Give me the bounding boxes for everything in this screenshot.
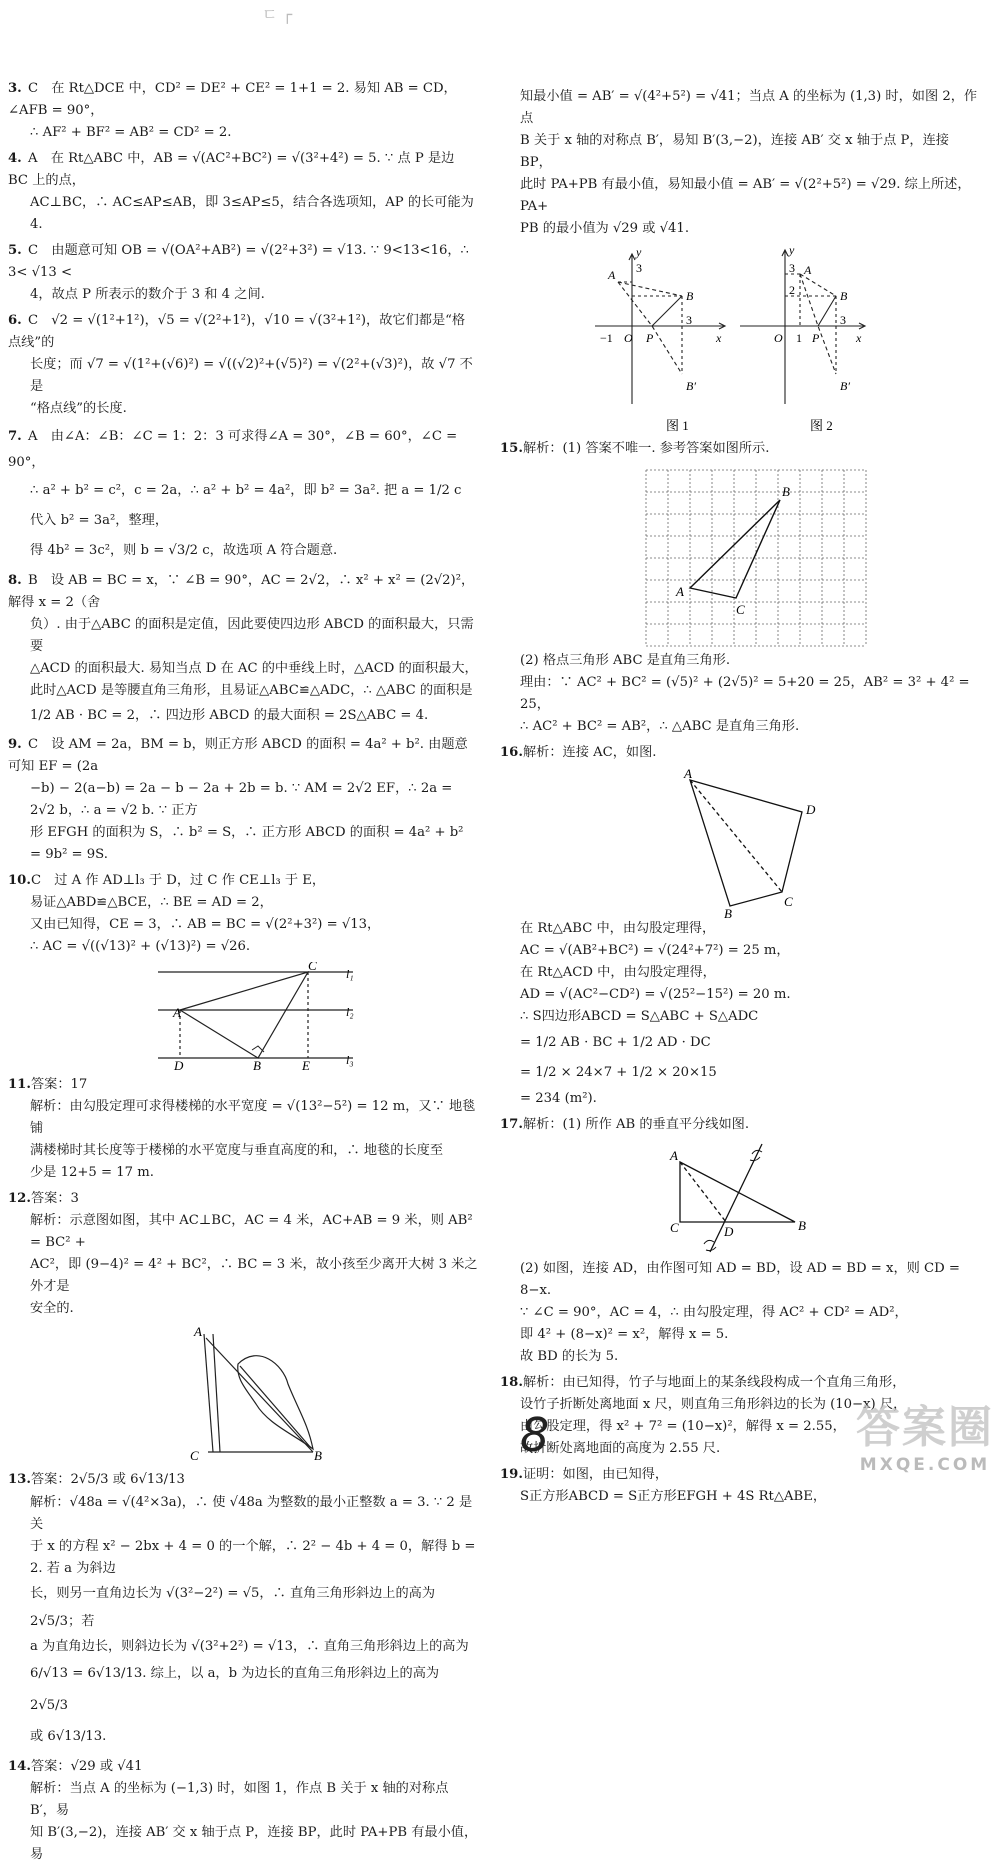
answer-9: 9. C 设 AM = 2a，BM = b，则正方形 ABCD 的面积 = 4a² + b². 由题意可知 EF = (2a −b) − 2(a−b) = 2a − b − 2a + 2b = b. ∵ AM = 2√2 EF，∴ 2a = 2√2 b，∴ a = √2 b. ∵ 正方 形 EFGH 的面积为 S，∴ b² = S，∴ 正方形 ABCD 的面积 = 4a² + b² = 9b² = 9S. (8, 737, 468, 862)
scan-mark: ㄷ ┌ (262, 5, 293, 24)
fig2-tick-2: 2 (789, 283, 795, 297)
label-E: E (302, 1058, 310, 1070)
answer-3: 3. C 在 Rt△DCE 中，CD² = DE² + CE² = 1+1 = 2. 易知 AB = CD，∠AFB = 90°， ∴ AF² + BF² = AB² = CD² = 2. (8, 81, 457, 140)
answer-17-part2: (2) 如图，连接 AD，由作图可知 AD = BD，设 AD = BD = x，则 CD = 8−x. ∵ ∠C = 90°，AC = 4，∴ 由勾股定理，得 AC² + CD² = AD²， 即 4² + (8−x)² = x²，解得 x = 5. 故 BD 的长为 5. (520, 1261, 960, 1364)
answer-14: 14.答案：√29 或 √41 解析：当点 A 的坐标为 (−1,3) 时，如图 1，作点 B 关于 x 轴的对称点 B′，易 知 B′(3,−2)，连接 AB′ 交 x 轴于点 P，连接 BP，此时 PA+PB 有最小值，易 (8, 1759, 478, 1862)
fig2-label-y: y (789, 244, 795, 257)
fig1-label-y: y (636, 245, 642, 259)
answer-12: 12.答案：3 解析：示意图如图，其中 AC⊥BC，AC = 4 米，AC+AB = 9 米，则 AB² = BC² + AC²，即 (9−4)² = 4² + BC²，∴ BC = 3 米，故小孩至少离开大树 3 米之外才是 安全的. (8, 1191, 478, 1316)
answer-11: 11.答案：17 解析：由勾股定理可求得楼梯的水平宽度 = √(13²−5²) = 12 m，又∵ 地毯铺 满楼梯时其长度等于楼梯的水平宽度与垂直高度的和，∴ 地毯的长度至 少是 12+5 = 17 m. (8, 1077, 476, 1180)
figure-17 (500, 1140, 980, 1258)
label-C: C (190, 1448, 199, 1462)
label-D: D (724, 1224, 734, 1239)
answer-17: 17.解析：(1) 所作 AB 的垂直平分线如图. (500, 1117, 750, 1132)
answer-13: 13.答案：2√5/3 或 6√13/13 解析：√48a = √(4²×3a)，∴ 使 √48a 为整数的最小正整数 a = 3. ∵ 2 是关 于 x 的方程 x² − 2bx + 4 = 0 的一个解，∴ 2² − 4b + 4 = 0，解得 b = 2. 若 a 为斜边 长，则另一直角边长为 √(3²−2²) = √5，∴ 直角三角形斜边上的高为 2√5/3；若 a 为直角边长，则斜边长为 √(3²+2²) = √13，∴ 直角三角形斜边上的高为 6/√13 = 6√13/13. 综上，以 a，b 为边长的直角三角形斜边上的高为 2√5/3 或 6√13/13. (8, 1472, 476, 1744)
label-B: B (798, 1218, 806, 1233)
answer-14-continued: 知最小值 = AB′ = √(4²+5²) = √41；当点 A 的坐标为 (1,3) 时，如图 2，作点 B 关于 x 轴的对称点 B′，易知 B′(3,−2)，连接 AB′ 交 x 轴于点 P，连接 BP， 此时 PA+PB 有最小值，易知最小值 = AB′ = √(2²+5²) = √29. 综上所述，PA+ PB 的最小值为 √29 或 √41. (520, 89, 978, 236)
label-C: C (736, 602, 745, 617)
answer-8: 8. B 设 AB = BC = x，∵ ∠B = 90°，AC = 2√2，∴ x² + x² = (2√2)²，解得 x = 2（舍 负）. 由于△ABC 的面积是定值，因此要使四边形 ABCD 的面积最大，只需要 △ACD 的面积最大. 易知当点 D 在 AC 的中垂线上时，△ACD 的面积最大， 此时△ACD 是等腰直角三角形，且易证△ABC≌△ADC，∴ △ABC 的面积是 1/2 AB · BC = 2，∴ 四边形 ABCD 的最大面积 = 2S△ABC = 4. (8, 573, 478, 723)
label-B: B (782, 484, 790, 499)
watermark-logo: 答案圈 MXQE.COM (856, 1402, 994, 1475)
answer-15: 15.解析：(1) 答案不唯一. 参考答案如图所示. (500, 441, 770, 456)
label-C: C (670, 1220, 679, 1235)
fig2-tick-3: 3 (789, 261, 795, 275)
label-C: C (784, 894, 793, 909)
page-number: 8 (520, 1408, 550, 1462)
fig2-label-Bp: B′ (840, 379, 850, 393)
figure-15-grid (500, 464, 980, 650)
label-A: A (676, 584, 684, 599)
fig2-label-A: A (804, 263, 812, 277)
answer-6: 6. C √2 = √(1²+1²)，√5 = √(2²+1²)，√10 = √(3²+1²)，故它们都是“格点线”的 长度；而 √7 = √(1²+(√6)²) = √((√2)²+(√5)²) = √(2²+(√3)²)，故 √7 不是 “格点线”的长度. (8, 313, 473, 416)
right-column (500, 86, 980, 1512)
label-A: A (670, 1148, 678, 1163)
fig2-tick-1: 1 (796, 331, 802, 345)
figure-10 (8, 962, 478, 1070)
label-A: A (194, 1324, 202, 1339)
label-B: B (724, 906, 732, 918)
fig1-label-O: O (624, 331, 633, 345)
answer-16: 16.解析：连接 AC，如图. (500, 745, 657, 760)
label-A: A (684, 768, 692, 781)
fig1-label-Bp: B′ (686, 379, 696, 393)
figure-12 (8, 1324, 478, 1462)
fig2-tick-x3: 3 (840, 313, 846, 327)
fig1-tick-x3: 3 (686, 313, 692, 327)
fig1-tick-3: 3 (636, 261, 642, 275)
answer-16-solution: 在 Rt△ABC 中，由勾股定理得， AC = √(AB²+BC²) = √(24²+7²) = 25 m， 在 Rt△ACD 中，由勾股定理得， AD = √(AC²−CD²) = √(25²−15²) = 20 m. ∴ S四边形ABCD = S△ABC + S△ADC = 1/2 AB · BC + 1/2 AD · DC = 1/2 × 24×7 + 1/2 × 20×15 = 234 (m²). (520, 921, 791, 1106)
label-C: C (308, 962, 317, 973)
fig1-tick-neg1: −1 (600, 331, 613, 345)
answer-4: 4. A 在 Rt△ABC 中，AB = √(AC²+BC²) = √(3²+4²) = 5. ∵ 点 P 是边 BC 上的点， AC⊥BC，∴ AC≤AP≤AB，即 3≤AP≤5，结合各选项知，AP 的长可能为 4. (8, 151, 474, 232)
fig2-label-x: x (856, 331, 862, 345)
fig2-label-P: P (812, 331, 820, 345)
label-D: D (174, 1058, 184, 1070)
fig1-label-P: P (646, 331, 654, 345)
fig2-label-B: B (840, 289, 848, 303)
figure-16 (500, 768, 980, 918)
fig1-label-x: x (716, 331, 722, 345)
label-l1: l₁ (346, 967, 354, 981)
answer-7: 7. A 由∠A：∠B：∠C = 1：2：3 可求得∠A = 30°，∠B = 60°，∠C = 90°， ∴ a² + b² = c²，c = 2a，∴ a² + b² = 4a²，即 b² = 3a². 把 a = 1/2 c 代入 b² = 3a²，整理， 得 4b² = 3c²，则 b = √3/2 c，故选项 A 符合题意. (8, 429, 462, 558)
label-B: B (314, 1448, 322, 1462)
figure-1-caption: 图 1 (666, 418, 689, 433)
fig1-label-A: A (608, 268, 616, 282)
answer-18: 18.解析：由已知得，竹子与地面上的某条线段构成一个直角三角形， 设竹子折断处离地面 x 尺，则直角三角形斜边的长为 (10−x) 尺， 由勾股定理，得 x² + 7² = (10−x)²，解得 x = 2.55， 故折断处离地面的高度为 2.55 尺. (500, 1375, 907, 1456)
answer-15-part2: (2) 格点三角形 ABC 是直角三角形. 理由：∵ AC² + BC² = (√5)² + (2√5)² = 5+20 = 25，AB² = 3² + 4² = 25， ∴ AC² + BC² = AB²，∴ △ABC 是直角三角形. (520, 653, 970, 734)
figure-14 (500, 244, 980, 436)
answer-10: 10.C 过 A 作 AD⊥l₃ 于 D，过 C 作 CE⊥l₃ 于 E， 易证△ABD≌△BCE，∴ BE = AD = 2， 又由已知得，CE = 3，∴ AB = BC = √(2²+3²) = √13， ∴ AC = √((√13)² + (√13)²) = √26. (8, 873, 381, 954)
label-l3: l₃ (346, 1053, 354, 1067)
answer-19: 19.证明：如图，由已知得， S正方形ABCD = S正方形EFGH + 4S Rt△ABE， (500, 1467, 827, 1504)
fig1-label-B: B (686, 289, 694, 303)
label-l2: l₂ (346, 1005, 354, 1019)
left-column (8, 78, 478, 1870)
fig2-label-O: O (774, 331, 783, 345)
answer-5: 5. C 由题意可知 OB = √(OA²+AB²) = √(2²+3²) = √13. ∵ 9<13<16，∴ 3< √13 < 4，故点 P 所表示的数介于 3 和 4 之间. (8, 243, 469, 302)
label-D: D (806, 802, 816, 817)
label-A: A (173, 1005, 181, 1020)
figure-2-caption: 图 2 (810, 418, 833, 433)
label-B: B (253, 1058, 261, 1070)
